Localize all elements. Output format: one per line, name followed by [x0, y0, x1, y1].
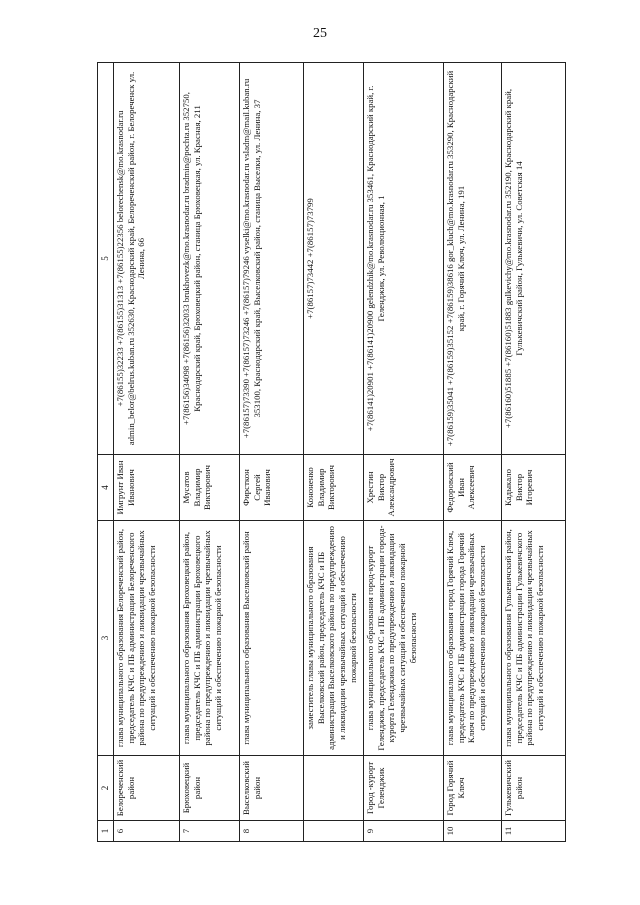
district-name: Гулькевичский район [502, 756, 566, 821]
contact-info: +7(86156)34098 +7(86156)32033 brukhovezk@mo.krasnodar.ru bradmin@pochta.ru 352750, Краснодарский край, Брюховецкий район, станица Брюховецкая, ул. Красная, 211 [180, 63, 240, 455]
table-row [114, 63, 180, 842]
row-number: 11 [502, 821, 566, 842]
table-row [180, 63, 240, 842]
contact-info: +7(86160)51885 +7(86160)51883 gulkevichy@mo.krasnodar.ru 352190, Краснодарский край, Гулькевичский район, Гулькевичи, ул. Советская 14 [502, 63, 566, 455]
position-text: глава муниципального образования Выселковский район [240, 521, 304, 756]
header-col-3: 3 [98, 521, 114, 756]
contact-info: +7(86157)73390 +7(86157)73246 +7(86157)79246 vyselki@mo.krasnodar.ru vsladm@mail.kuban.ru 353100, Краснодарский край, Выселковский район, станица Выселки, ул. Ленина, 37 [240, 63, 304, 455]
row-number: 7 [180, 821, 240, 842]
district-name: Белореченский район [114, 756, 180, 821]
person-name: Федоровский Иван Алексеевич [444, 455, 502, 521]
row-number: 9 [364, 821, 444, 842]
table-row [304, 63, 364, 842]
district-name: Город -курорт Геленджик [364, 756, 444, 821]
row-number: 6 [114, 821, 180, 842]
header-col-4: 4 [98, 455, 114, 521]
header-row [98, 63, 114, 842]
header-col-2: 2 [98, 756, 114, 821]
page-number: 25 [313, 26, 327, 41]
person-name: Мусатов Владимир Викторович [180, 455, 240, 521]
person-name: Фирсткон Сергей Иванович [240, 455, 304, 521]
table-row [444, 63, 502, 842]
contacts-table [97, 62, 566, 842]
table-row [364, 63, 444, 842]
contact-info: +7(86155)32233 +7(86155)31313 +7(86155)22356 belorechensk@mo.krasnodar.ru admin_belor@belrus.kuban.ru 352630, Краснодарский край, Белореченский район, г. Белореченск ул. Ленина, 66 [114, 63, 180, 455]
district-name: Выселковский район [240, 756, 304, 821]
contact-info: +7(86159)35041 +7(86159)35152 +7(86159)38616 gor_kluch@mo.krasnodar.ru 353290, Краснодарский край, г. Горячий Ключ, ул. Ленина, 191 [444, 63, 502, 455]
position-text: глава муниципального образования город Горячий Ключ, председатель КЧС и ПБ администрации города Горячий Ключ по предупреждению и ликвидации чрезвычайных ситуаций и обеспечению пожарной безопасности [444, 521, 502, 756]
district-name [304, 756, 364, 821]
header-col-1: 1 [98, 821, 114, 842]
rotated-table-container [97, 62, 563, 842]
person-name: Кадыкало Виктор Игоревич [502, 455, 566, 521]
district-name: Брюховецкий район [180, 756, 240, 821]
person-name: Имгрунт Иван Иванович [114, 455, 180, 521]
header-col-5: 5 [98, 63, 114, 455]
table-row [240, 63, 304, 842]
row-number: 8 [240, 821, 304, 842]
table-row [502, 63, 566, 842]
position-text: заместитель главы муниципального образования Выселковский район, председатель КЧС и ПБ администрации Выселковского района по предупреждению и ликвидации чрезвычайных ситуаций и обеспечению пожарной безопасности [304, 521, 364, 756]
person-name: Хрестин Виктор Александрович [364, 455, 444, 521]
person-name: Кононенко Владимир Викторович [304, 455, 364, 521]
position-text: глава муниципального образования Брюховецкий район, председатель КЧС и ПБ администрации Брюховецкого района по предупреждению и ликвидации чрезвычайных ситуаций и обеспечению пожарной безопасности [180, 521, 240, 756]
contact-info: +7(86141)20901 +7(86141)20900 gelendzhik@mo.krasnodar.ru 353461, Краснодарский край, г. Геленджик, ул. Революционная, 1 [364, 63, 444, 455]
position-text: глава муниципального образования город-курорт Геленджик, председатель КЧС и ПБ администрации города-курорта Геленджика по предупреждению и ликвидации чрезвычайных ситуаций и обеспечению пожарной безопасности [364, 521, 444, 756]
row-number [304, 821, 364, 842]
position-text: глава муниципального образования Гулькевичский район, председатель КЧС и ПБ администрации Гулькевичского района по предупреждению и ликвидации чрезвычайных ситуаций и обеспечению пожарной безопасности [502, 521, 566, 756]
row-number: 10 [444, 821, 502, 842]
position-text: глава муниципального образования Белореченский район, председатель КЧС и ПБ администрации Белореченского района по предупреждению и ликвидации чрезвычайных ситуаций и обеспечению пожарной безопасности [114, 521, 180, 756]
contact-info: +7(86157)73442 +7(86157)73799 [304, 63, 364, 455]
district-name: Город Горячий Ключ [444, 756, 502, 821]
